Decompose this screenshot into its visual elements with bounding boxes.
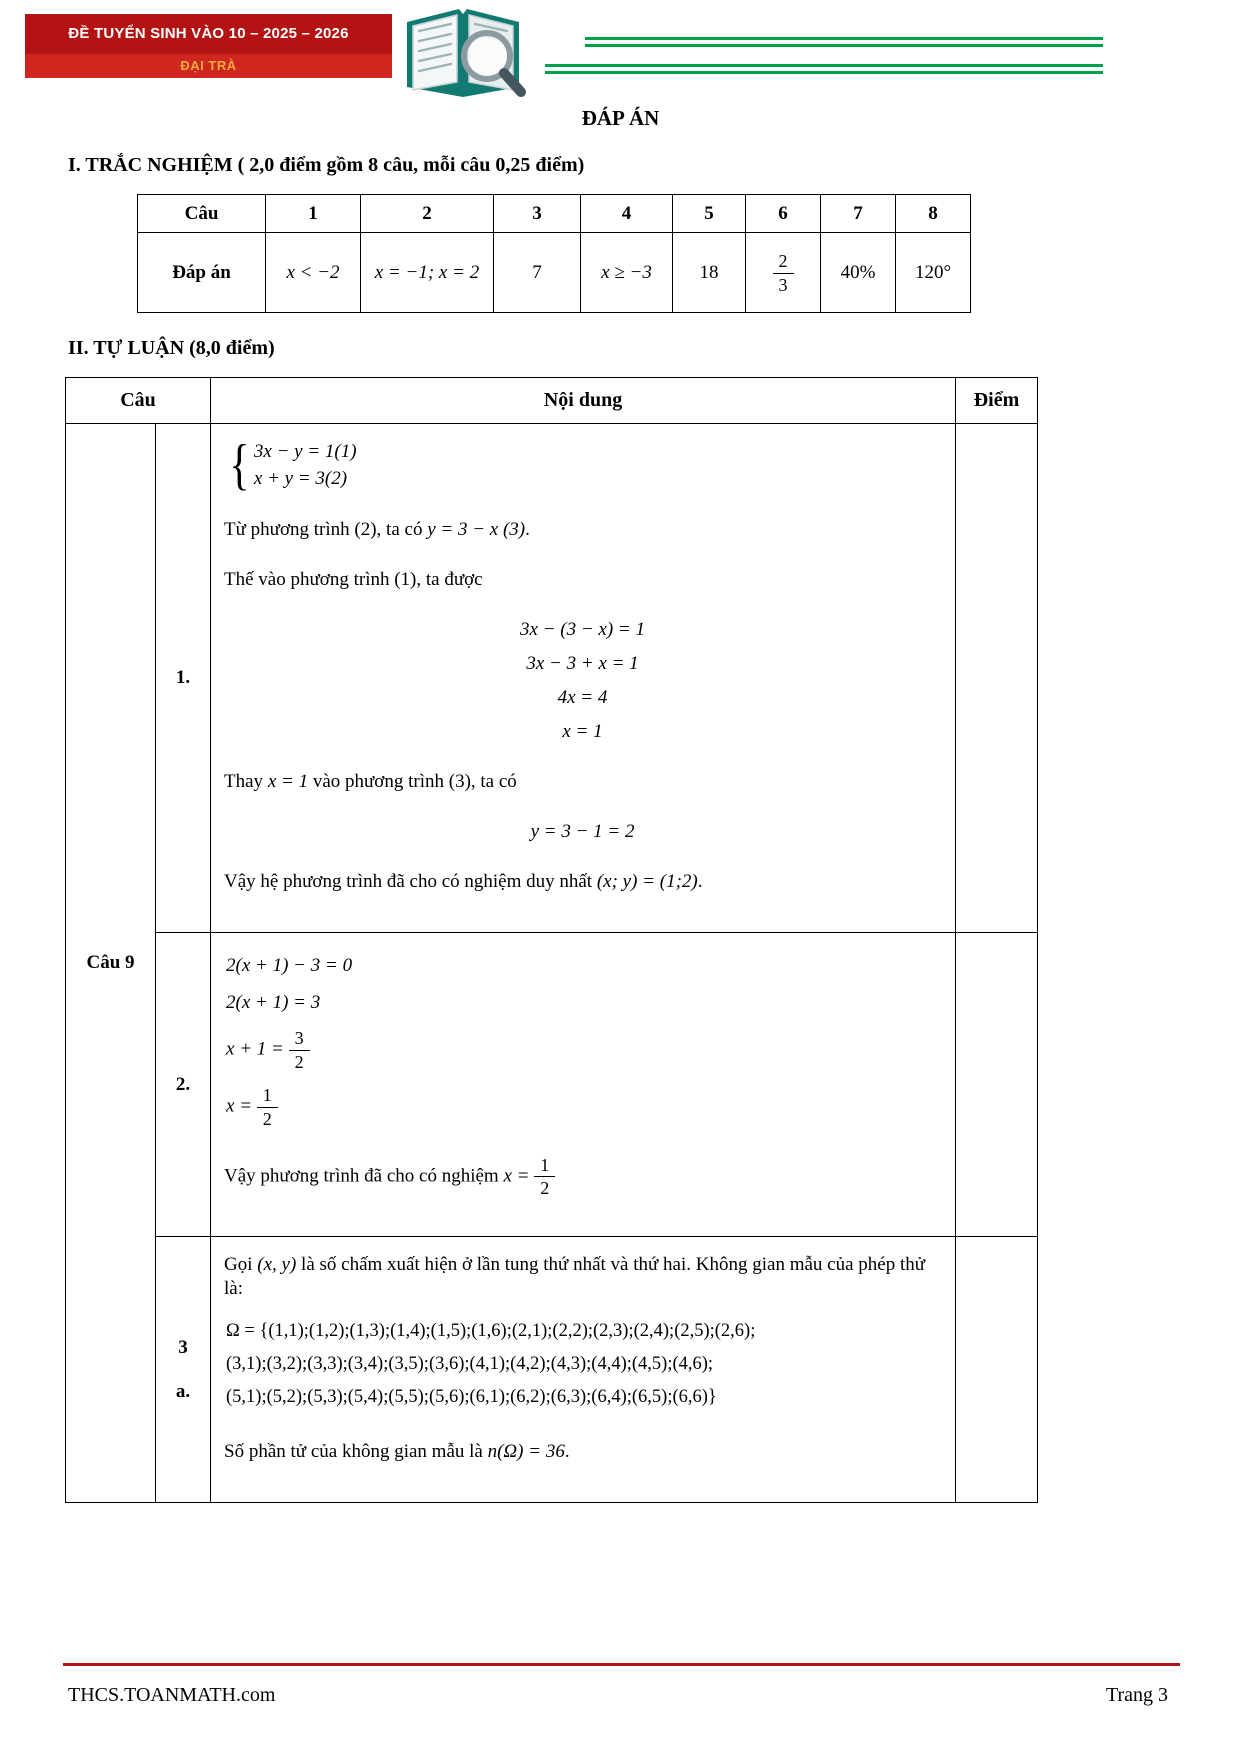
answer-cell-7: 40% [821,233,896,313]
footer-divider [63,1663,1180,1666]
part3-label-cell [156,1237,211,1503]
answer-cell-8: 120° [896,233,971,313]
banner-subtitle: ĐẠI TRÀ [25,54,392,78]
system-brace: { [229,434,250,496]
score-cell [956,933,1038,1237]
text-run: Vậy hệ phương trình đã cho có nghiệm duy nhất [224,871,597,892]
footer-site: THCS.TOANMATH.com [68,1684,276,1706]
answer-fraction [773,251,794,295]
answer-cell-3: 7 [494,233,581,313]
answer-cell-2: x = −1; x = 2 [361,233,494,313]
answer-cell-6 [746,233,821,313]
equation: y = 3 − 1 = 2 [530,821,635,842]
text-run: . [697,871,703,892]
equation-system [226,434,941,496]
mcq-answers-table [137,194,971,313]
text-run: Từ phương trình (2), ta có [224,519,428,540]
set-line-1: Ω = {(1,1);(1,2);(1,3);(1,4);(1,5);(1,6);(2,1);(2,2);(2,3);(2,4);(2,5);(2,6); [226,1321,756,1342]
question-number-6: 6 [746,195,821,233]
math-run: x + 1 = [226,1038,289,1060]
banner-title: ĐỀ TUYỂN SINH VÀO 10 – 2025 – 2026 [25,14,392,54]
question-number-2: 2 [361,195,494,233]
fraction-numerator: 3 [289,1028,310,1051]
question-number-1: 1 [266,195,361,233]
text-run: Thay [224,771,268,792]
paragraph [224,1155,941,1199]
question-number-3: 3 [494,195,581,233]
equation [226,1028,941,1072]
score-cell [956,1237,1038,1503]
system-equation-1: 3x − y = 1(1) [253,440,357,462]
set-line-2: (3,1);(3,2);(3,3);(3,4);(3,5);(3,6);(4,1);(4,2);(4,3);(4,4);(4,5);(4,6); [226,1354,714,1375]
question-number-8: 8 [896,195,971,233]
part3-number: 3 [178,1336,188,1358]
text-run: Gọi [224,1254,258,1276]
math-run: x = [226,1095,257,1117]
mcq-answer-row-label: Đáp án [138,233,266,313]
text-run: Số phần tử của không gian mẫu là [224,1441,488,1463]
part3-letter: a. [175,1380,191,1402]
fraction-numerator: 2 [773,251,794,274]
set-line-3: (5,1);(5,2);(5,3);(5,4);(5,5);(5,6);(6,1);(6,2);(6,3);(6,4);(6,5);(6,6)} [226,1387,717,1408]
text-run: là số chấm xuất hiện ở lần tung thứ nhất và thứ hai. Không gian mẫu của phép thử là: [224,1254,926,1300]
system-equation-2: x + y = 3(2) [253,467,348,489]
equation: x = 1 [562,721,603,742]
essay-col-cau: Câu [66,378,211,424]
equation: 2(x + 1) − 3 = 0 [226,955,353,976]
fraction [289,1028,310,1072]
footer-page-number: Trang 3 [1105,1684,1168,1706]
page-title: ĐÁP ÁN [581,106,660,130]
part1-label-cell: 1. [156,424,211,933]
footer [68,1684,1168,1707]
part1-content-cell [211,424,956,933]
paragraph [224,770,941,794]
math-run: x = 1 [267,771,309,792]
mcq-row-label: Câu [138,195,266,233]
fraction-denominator: 3 [778,274,788,295]
fraction-numerator: 1 [257,1085,278,1108]
text-run: vào phương trình (3), ta có [308,771,517,792]
fraction-denominator: 2 [262,1108,272,1129]
paragraph [224,1253,941,1301]
essay-col-diem: Điểm [956,378,1038,424]
equation [226,1085,941,1129]
math-run: (x; y) = (1;2) [596,871,698,892]
part2-label-cell: 2. [156,933,211,1237]
cau9-label-cell: Câu 9 [66,424,156,1503]
text-run: . [525,519,530,540]
paragraph [224,870,941,894]
part2-content-cell [211,933,956,1237]
math-run: (x, y) [257,1254,297,1276]
answer-cell-1: x < −2 [266,233,361,313]
paragraph [224,1440,941,1464]
math-run: x = [503,1164,535,1186]
essay-table [65,377,1038,1503]
section1-heading: I. TRẮC NGHIỆM ( 2,0 điểm gồm 8 câu, mỗi câu 0,25 điểm) [68,154,585,176]
essay-col-noidung: Nội dung [211,378,956,424]
score-cell [956,424,1038,933]
fraction-denominator: 2 [540,1178,550,1199]
text-run: Vậy phương trình đã cho có nghiệm [224,1164,504,1186]
equation: 3x − (3 − x) = 1 [520,619,645,640]
math-run: n(Ω) = 36 [487,1441,565,1463]
fraction-denominator: 2 [294,1051,304,1072]
question-number-5: 5 [673,195,746,233]
answer-cell-4: x ≥ −3 [581,233,673,313]
equation: 3x − 3 + x = 1 [526,653,639,674]
equation: 4x = 4 [557,687,608,708]
paragraph: Thế vào phương trình (1), ta được [224,569,483,590]
equation: 2(x + 1) = 3 [226,992,321,1013]
section2-heading: II. TỰ LUẬN (8,0 điểm) [68,337,275,359]
question-number-7: 7 [821,195,896,233]
math-run: y = 3 − x (3) [427,519,526,540]
sample-space-set [226,1315,941,1414]
answer-cell-5: 18 [673,233,746,313]
part3-content-cell [211,1237,956,1503]
question-number-4: 4 [581,195,673,233]
fraction [534,1155,555,1199]
paragraph [224,518,941,542]
text-run: . [564,1441,570,1463]
fraction-numerator: 1 [534,1155,555,1178]
fraction [257,1085,278,1129]
